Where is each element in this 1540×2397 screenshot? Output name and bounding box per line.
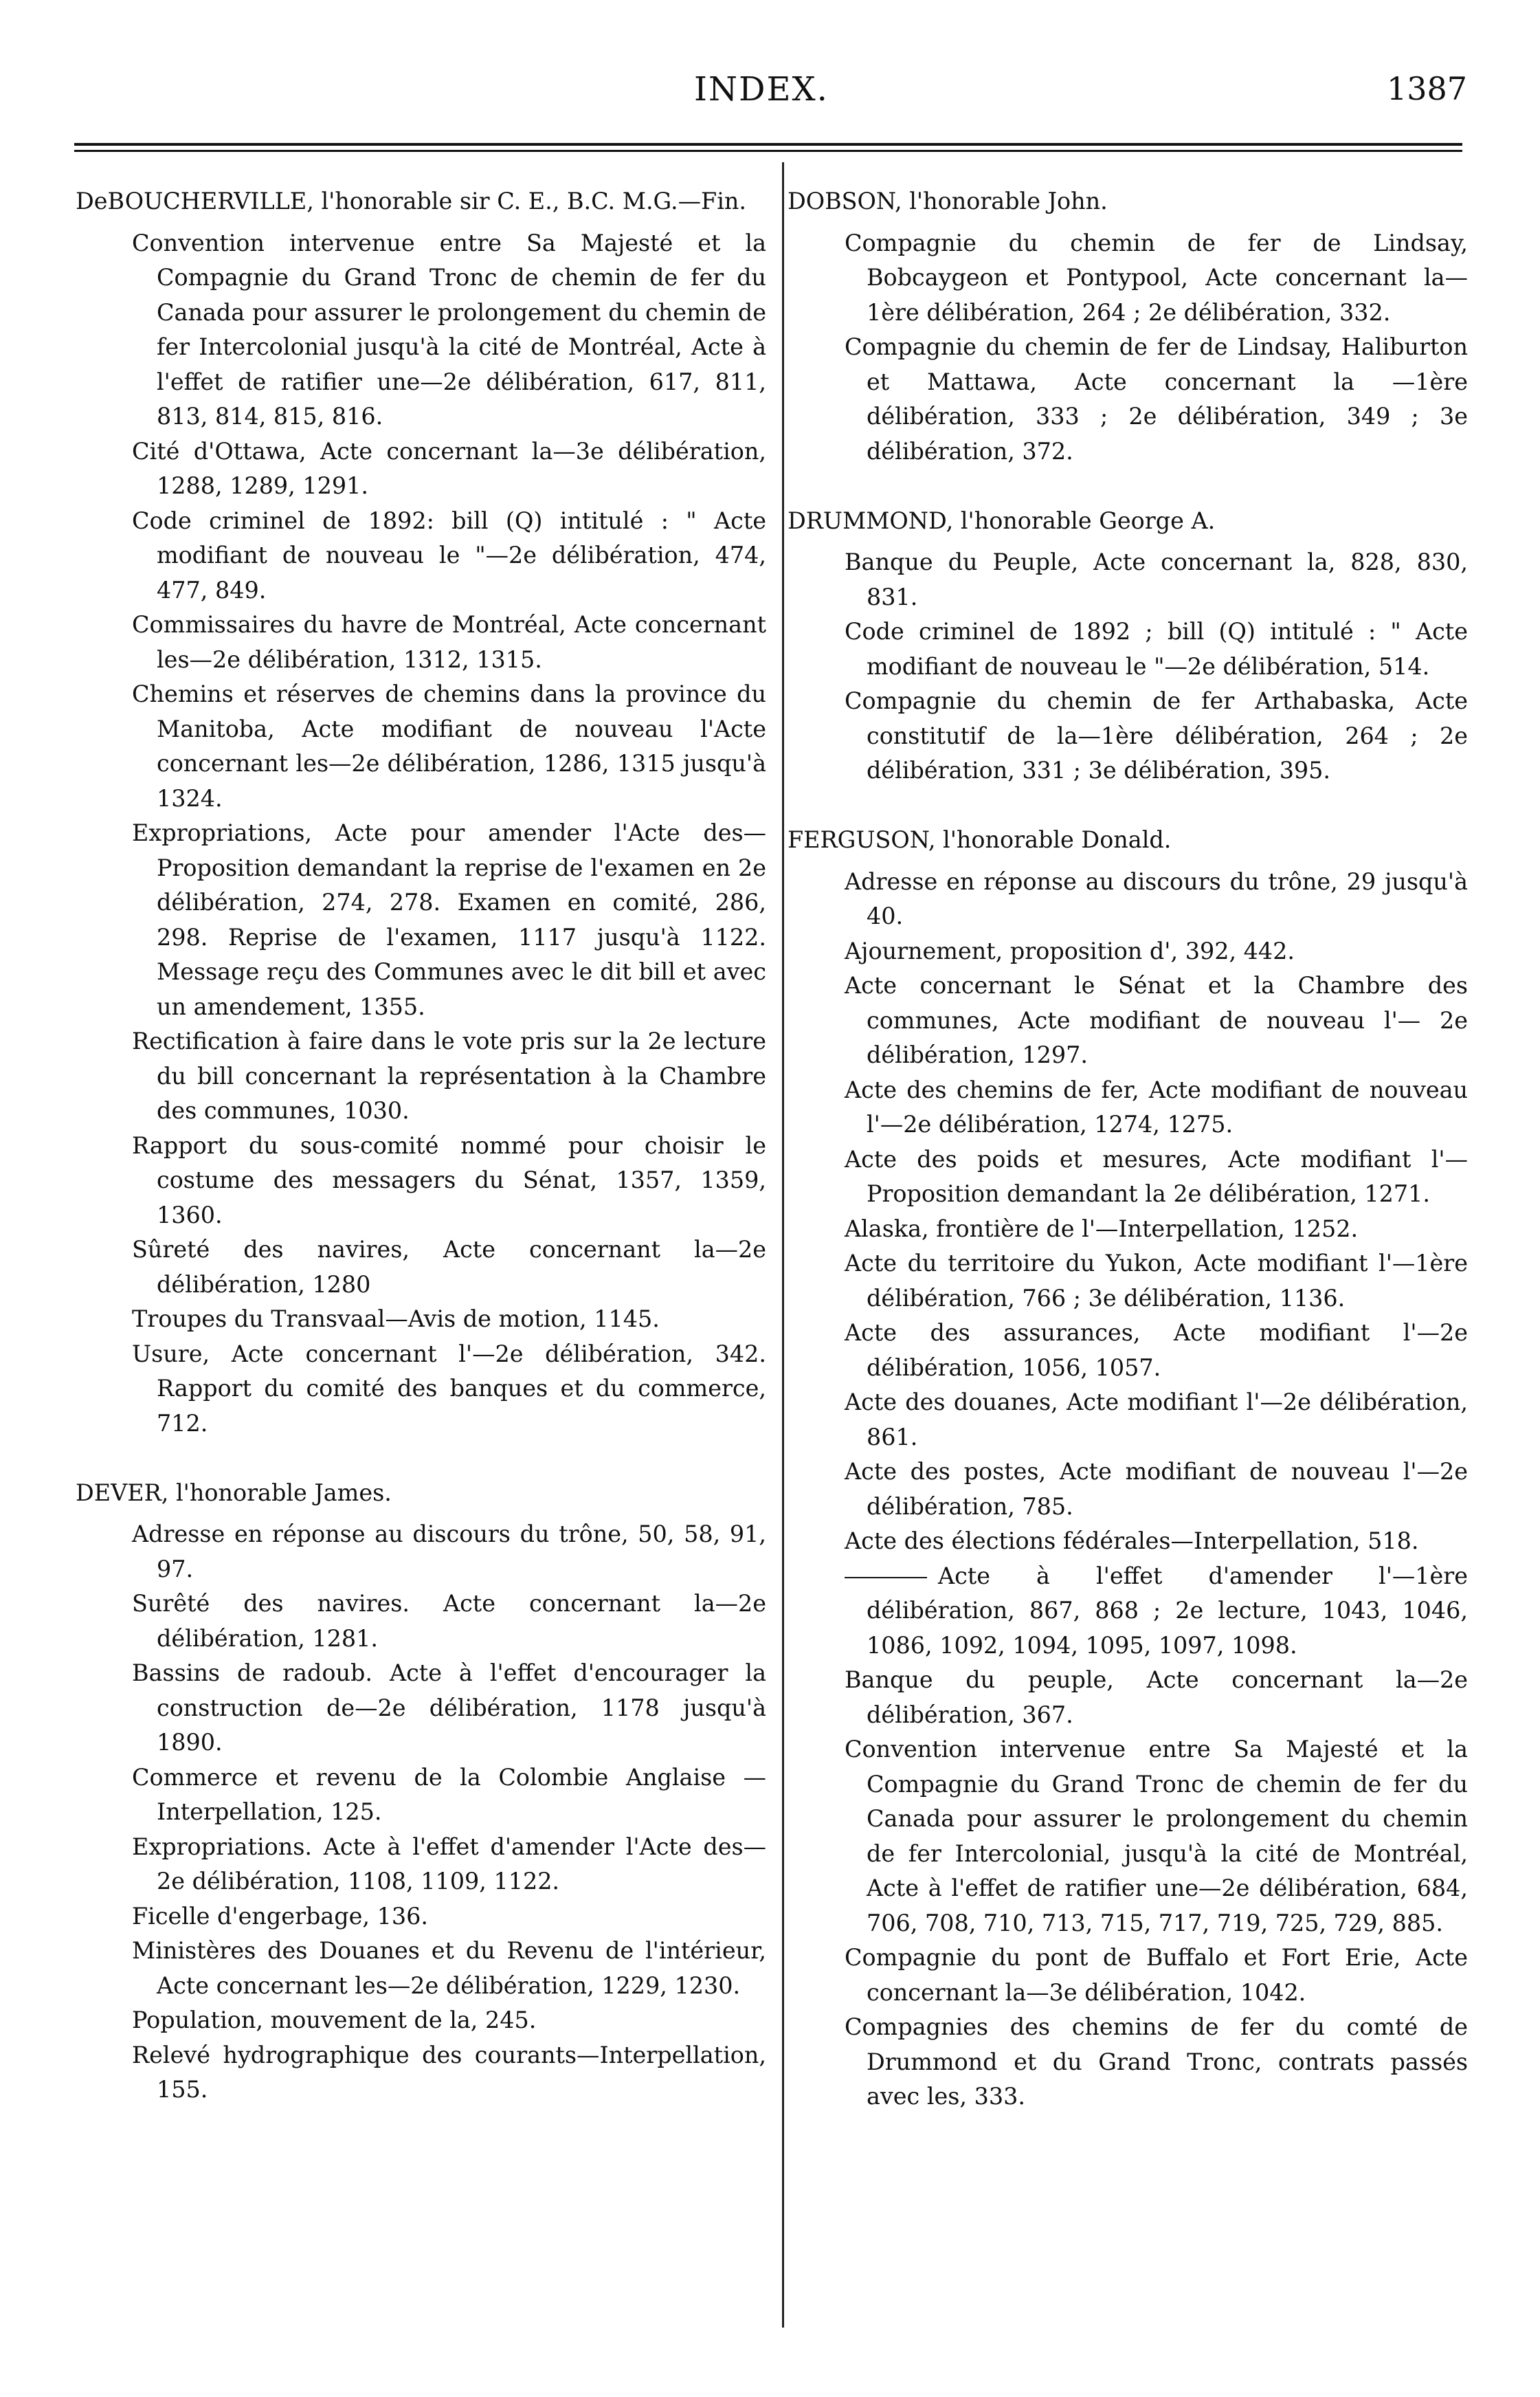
index-entry: Acte des poids et mesures, Acte modifiant l'— Proposition demandant la 2e délibération, 1271. bbox=[845, 1145, 1468, 1207]
ditto-dash bbox=[845, 1577, 927, 1578]
index-entry: Compagnie du chemin de fer de Lindsay, Haliburton et Mattawa, Acte concernant la —1ère délibération, 333 ; 2e délibération, 349 ; 3e délibération, 372. bbox=[845, 333, 1468, 465]
index-entry: Acte des élections fédérales—Interpellation, 518. bbox=[845, 1527, 1419, 1554]
index-entry: Relevé hydrographique des courants—Interpellation, 155. bbox=[132, 2041, 766, 2103]
index-entry: Commerce et revenu de la Colombie Anglaise —Interpellation, 125. bbox=[132, 1763, 766, 1825]
index-entry: Adresse en réponse au discours du trône, 29 jusqu'à 40. bbox=[845, 868, 1468, 929]
index-entry: Code criminel de 1892 ; bill (Q) intitulé : " Acte modifiant de nouveau le "—2e délibération, 514. bbox=[845, 618, 1468, 680]
section-heading: DRUMMOND, l'honorable George A. bbox=[788, 507, 1216, 534]
index-entry: Acte des postes, Acte modifiant de nouveau l'—2e délibération, 785. bbox=[845, 1458, 1468, 1520]
index-entry: Ajournement, proposition d', 392, 442. bbox=[845, 937, 1295, 964]
index-entry: Commissaires du havre de Montréal, Acte concernant les—2e délibération, 1312, 1315. bbox=[132, 611, 766, 673]
left-column bbox=[76, 184, 766, 2108]
index-section bbox=[788, 504, 1468, 788]
header-rule-bottom bbox=[74, 150, 1462, 152]
index-entry: Convention intervenue entre Sa Majesté et la Compagnie du Grand Tronc de chemin de fer du Canada pour assurer le prolongement du chemin de fer Intercolonial, jusqu'à la cité de Montréal, Acte à l'effet de ratifier une—2e délibération, 684, 706, 708, 710, 713, 715, 717, 719, 725, 729, 885. bbox=[845, 1736, 1468, 1936]
index-entry: Surêté des navires. Acte concernant la—2e délibération, 1281. bbox=[132, 1590, 766, 1652]
index-entry: Chemins et réserves de chemins dans la province du Manitoba, Acte modifiant de nouveau l'Acte concernant les—2e délibération, 1286, 1315 jusqu'à 1324. bbox=[132, 681, 766, 812]
section-heading: FERGUSON, l'honorable Donald. bbox=[788, 826, 1172, 853]
index-entry: Rapport du sous-comité nommé pour choisir le costume des messagers du Sénat, 1357, 1359, 1360. bbox=[132, 1131, 766, 1228]
index-entry: Convention intervenue entre Sa Majesté et la Compagnie du Grand Tronc de chemin de fer du Canada pour assurer le prolongement du chemin de fer Intercolonial jusqu'à la cité de Montréal, Acte à l'effet de ratifier une—2e délibération, 617, 811, 813, 814, 815, 816. bbox=[132, 229, 766, 430]
right-column bbox=[788, 184, 1468, 2114]
index-entry: Compagnie du chemin de fer de Lindsay, Bobcaygeon et Pontypool, Acte concernant la—1ère délibération, 264 ; 2e délibération, 332. bbox=[845, 229, 1468, 326]
index-entry: Usure, Acte concernant l'—2e délibération, 342. Rapport du comité des banques et du commerce, 712. bbox=[132, 1340, 766, 1437]
index-entry: Population, mouvement de la, 245. bbox=[132, 2007, 537, 2033]
page-header bbox=[0, 63, 1540, 118]
index-entry: Expropriations, Acte pour amender l'Acte des—Proposition demandant la reprise de l'examen en 2e délibération, 274, 278. Examen en comité, 286, 298. Reprise de l'examen, 1117 jusqu'à 1122. Message reçu des Communes avec le dit bill et avec un amendement, 1355. bbox=[132, 819, 766, 1020]
index-entry-text: Acte à l'effet d'amender l'—1ère délibération, 867, 868 ; 2e lecture, 1043, 1046, 1086, 1092, 1094, 1095, 1097, 1098. bbox=[867, 1562, 1468, 1659]
index-entry: Rectification à faire dans le vote pris sur la 2e lecture du bill concernant la représentation à la Chambre des communes, 1030. bbox=[132, 1028, 766, 1124]
index-entry: Acte des assurances, Acte modifiant l'—2e délibération, 1056, 1057. bbox=[845, 1319, 1468, 1381]
index-entry: Acte des douanes, Acte modifiant l'—2e délibération, 861. bbox=[845, 1389, 1468, 1450]
index-entry: Troupes du Transvaal—Avis de motion, 1145. bbox=[132, 1305, 660, 1332]
index-entry: Banque du Peuple, Acte concernant la, 828, 830, 831. bbox=[845, 549, 1468, 610]
index-entry: Ministères des Douanes et du Revenu de l'intérieur, Acte concernant les—2e délibération, 1229, 1230. bbox=[132, 1937, 766, 1999]
index-section bbox=[76, 1476, 766, 2108]
index-entry: Code criminel de 1892: bill (Q) intitulé : " Acte modifiant de nouveau le "—2e délibération, 474, 477, 849. bbox=[132, 507, 766, 604]
index-entry: Expropriations. Acte à l'effet d'amender l'Acte des—2e délibération, 1108, 1109, 1122. bbox=[132, 1833, 766, 1895]
index-entry: Ficelle d'engerbage, 136. bbox=[132, 1902, 428, 1930]
index-section bbox=[788, 823, 1468, 2114]
header-rule-top bbox=[74, 143, 1462, 146]
section-heading: DeBOUCHERVILLE, l'honorable sir C. E., B.C. M.G.—Fin. bbox=[76, 188, 747, 214]
index-entry: Banque du peuple, Acte concernant la—2e délibération, 367. bbox=[845, 1666, 1468, 1728]
index-entry: Acte du territoire du Yukon, Acte modifiant l'—1ère délibération, 766 ; 3e délibération, 1136. bbox=[845, 1250, 1468, 1312]
page-number: 1387 bbox=[1387, 70, 1468, 107]
index-entry: Sûreté des navires, Acte concernant la—2e délibération, 1280 bbox=[132, 1236, 766, 1298]
section-heading: DEVER, l'honorable James. bbox=[76, 1479, 392, 1506]
section-heading: DOBSON, l'honorable John. bbox=[788, 188, 1108, 214]
index-entry: Compagnie du chemin de fer Arthabaska, Acte constitutif de la—1ère délibération, 264 ; 2e délibération, 331 ; 3e délibération, 395. bbox=[845, 687, 1468, 784]
index-section bbox=[788, 184, 1468, 469]
index-entry-continuation bbox=[788, 1559, 1468, 1664]
page-title: INDEX. bbox=[694, 70, 829, 109]
index-entry: Adresse en réponse au discours du trône, 50, 58, 91, 97. bbox=[132, 1521, 766, 1582]
column-divider bbox=[782, 162, 784, 2328]
index-entry: Bassins de radoub. Acte à l'effet d'encourager la construction de—2e délibération, 1178 jusqu'à 1890. bbox=[132, 1659, 766, 1756]
index-entry: Compagnie du pont de Buffalo et Fort Erie, Acte concernant la—3e délibération, 1042. bbox=[845, 1944, 1468, 2006]
index-entry: Acte concernant le Sénat et la Chambre des communes, Acte modifiant de nouveau l'— 2e délibération, 1297. bbox=[845, 972, 1468, 1068]
index-entry: Cité d'Ottawa, Acte concernant la—3e délibération, 1288, 1289, 1291. bbox=[132, 437, 766, 499]
index-entry: Compagnies des chemins de fer du comté de Drummond et du Grand Tronc, contrats passés avec les, 333. bbox=[845, 2013, 1468, 2110]
index-entry: Alaska, frontière de l'—Interpellation, 1252. bbox=[845, 1215, 1359, 1242]
index-entry: Acte des chemins de fer, Acte modifiant de nouveau l'—2e délibération, 1274, 1275. bbox=[845, 1076, 1468, 1138]
index-section bbox=[76, 184, 766, 1441]
